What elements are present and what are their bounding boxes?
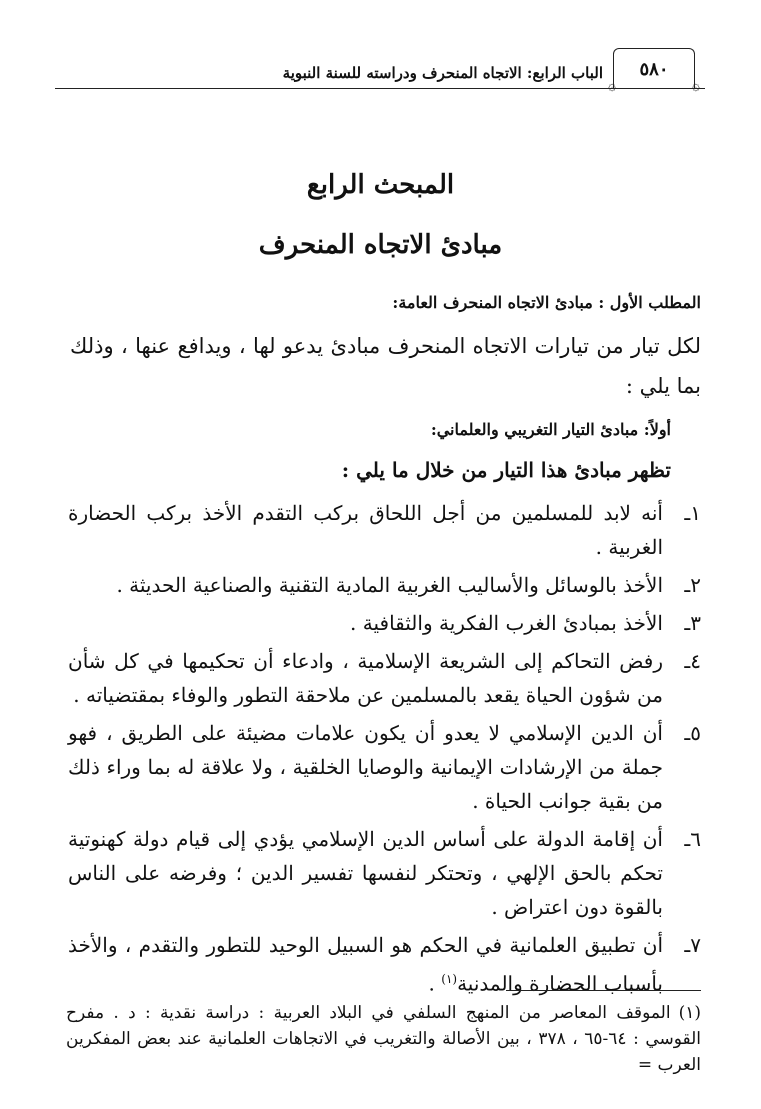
item-text: الأخذ بالوسائل والأساليب الغربية المادية التقنية والصناعية الحديثة . [116, 573, 663, 597]
item-text: أن إقامة الدولة على أساس الدين الإسلامي يؤدي إلى قيام دولة كهنوتية تحكم بالحق الإلهي ، وتحتكر لنفسها تفسير الدين ؛ وفرضه على الناس بالقوة دون اعتراض . [68, 827, 663, 919]
item-text: أن تطبيق العلمانية في الحكم هو السبيل الوحيد للتطور والتقدم ، والأخذ بأسباب الحضارة والمدنية [68, 933, 663, 996]
item-text-tail: . [428, 971, 442, 996]
list-item [68, 496, 701, 564]
ornament-icon: ۞ [608, 78, 617, 94]
list-item [68, 568, 701, 602]
chapter-headings [0, 170, 761, 260]
lead-sentence: تظهر مبادئ هذا التيار من خلال ما يلي : [341, 458, 671, 482]
footnote-reference[interactable]: (١) [441, 972, 458, 986]
chapter-subtitle: مبادئ الاتجاه المنحرف [258, 230, 503, 260]
list-item [68, 606, 701, 640]
header-rule [55, 88, 705, 89]
item-number: ٥ـ [684, 721, 701, 745]
item-number: ٢ـ [684, 573, 701, 597]
list-item [68, 716, 701, 818]
footnote-number: (١) [678, 1003, 701, 1023]
item-text: رفض التحاكم إلى الشريعة الإسلامية ، وادعاء أن تحكيمها في كل شأن من شؤون الحياة يقعد بالمسلمين عن ملاحقة التطور والوفاء بمقتضياته . [68, 649, 663, 707]
item-number: ٣ـ [684, 611, 701, 635]
page-number: ٥٨٠ [639, 59, 669, 80]
item-text: أن الدين الإسلامي لا يعدو أن يكون علامات مضيئة على الطريق ، فهو جملة من الإرشادات الإيمانية والوصايا الخلقية ، ولا علاقة له بما وراء ذلك من بقية جوانب الحياة . [68, 721, 663, 813]
item-number: ٤ـ [684, 649, 701, 673]
page-number-box [608, 48, 700, 94]
intro-paragraph: لكل تيار من تيارات الاتجاه المنحرف مبادئ يدعو لها ، ويدافع عنها ، وذلك بما يلي : [70, 334, 701, 398]
chapter-title: المبحث الرابع [306, 170, 455, 200]
item-number: ٧ـ [684, 933, 701, 957]
item-text: أنه لابد للمسلمين من أجل اللحاق بركب التقدم الأخذ بركب الحضارة الغربية . [68, 501, 663, 559]
subheading: أولاً: مبادئ التيار التغريبي والعلماني: [430, 420, 671, 439]
item-text: الأخذ بمبادئ الغرب الفكرية والثقافية . [350, 611, 663, 635]
section-heading: المطلب الأول : مبادئ الاتجاه المنحرف العامة: [392, 293, 701, 312]
list-item [68, 644, 701, 712]
item-number: ١ـ [684, 501, 701, 525]
item-number: ٦ـ [684, 827, 701, 851]
page-header [55, 48, 705, 96]
footnote [66, 1000, 701, 1078]
footnote-text: الموقف المعاصر من المنهج السلفي في البلاد العربية : دراسة نقدية : د . مفرح القوسي : ٦٤-٦٥ ، ٣٧٨ ، بين الأصالة والتغريب في الاتجاهات العلمانية عند بعض المفكرين العرب = [66, 1003, 702, 1075]
footnote-separator [506, 990, 701, 991]
list-item [68, 822, 701, 924]
ornament-icon: ۞ [691, 78, 700, 94]
running-title: الباب الرابع: الاتجاه المنحرف ودراسته للسنة النبوية [282, 64, 603, 82]
principles-list [68, 496, 701, 1005]
